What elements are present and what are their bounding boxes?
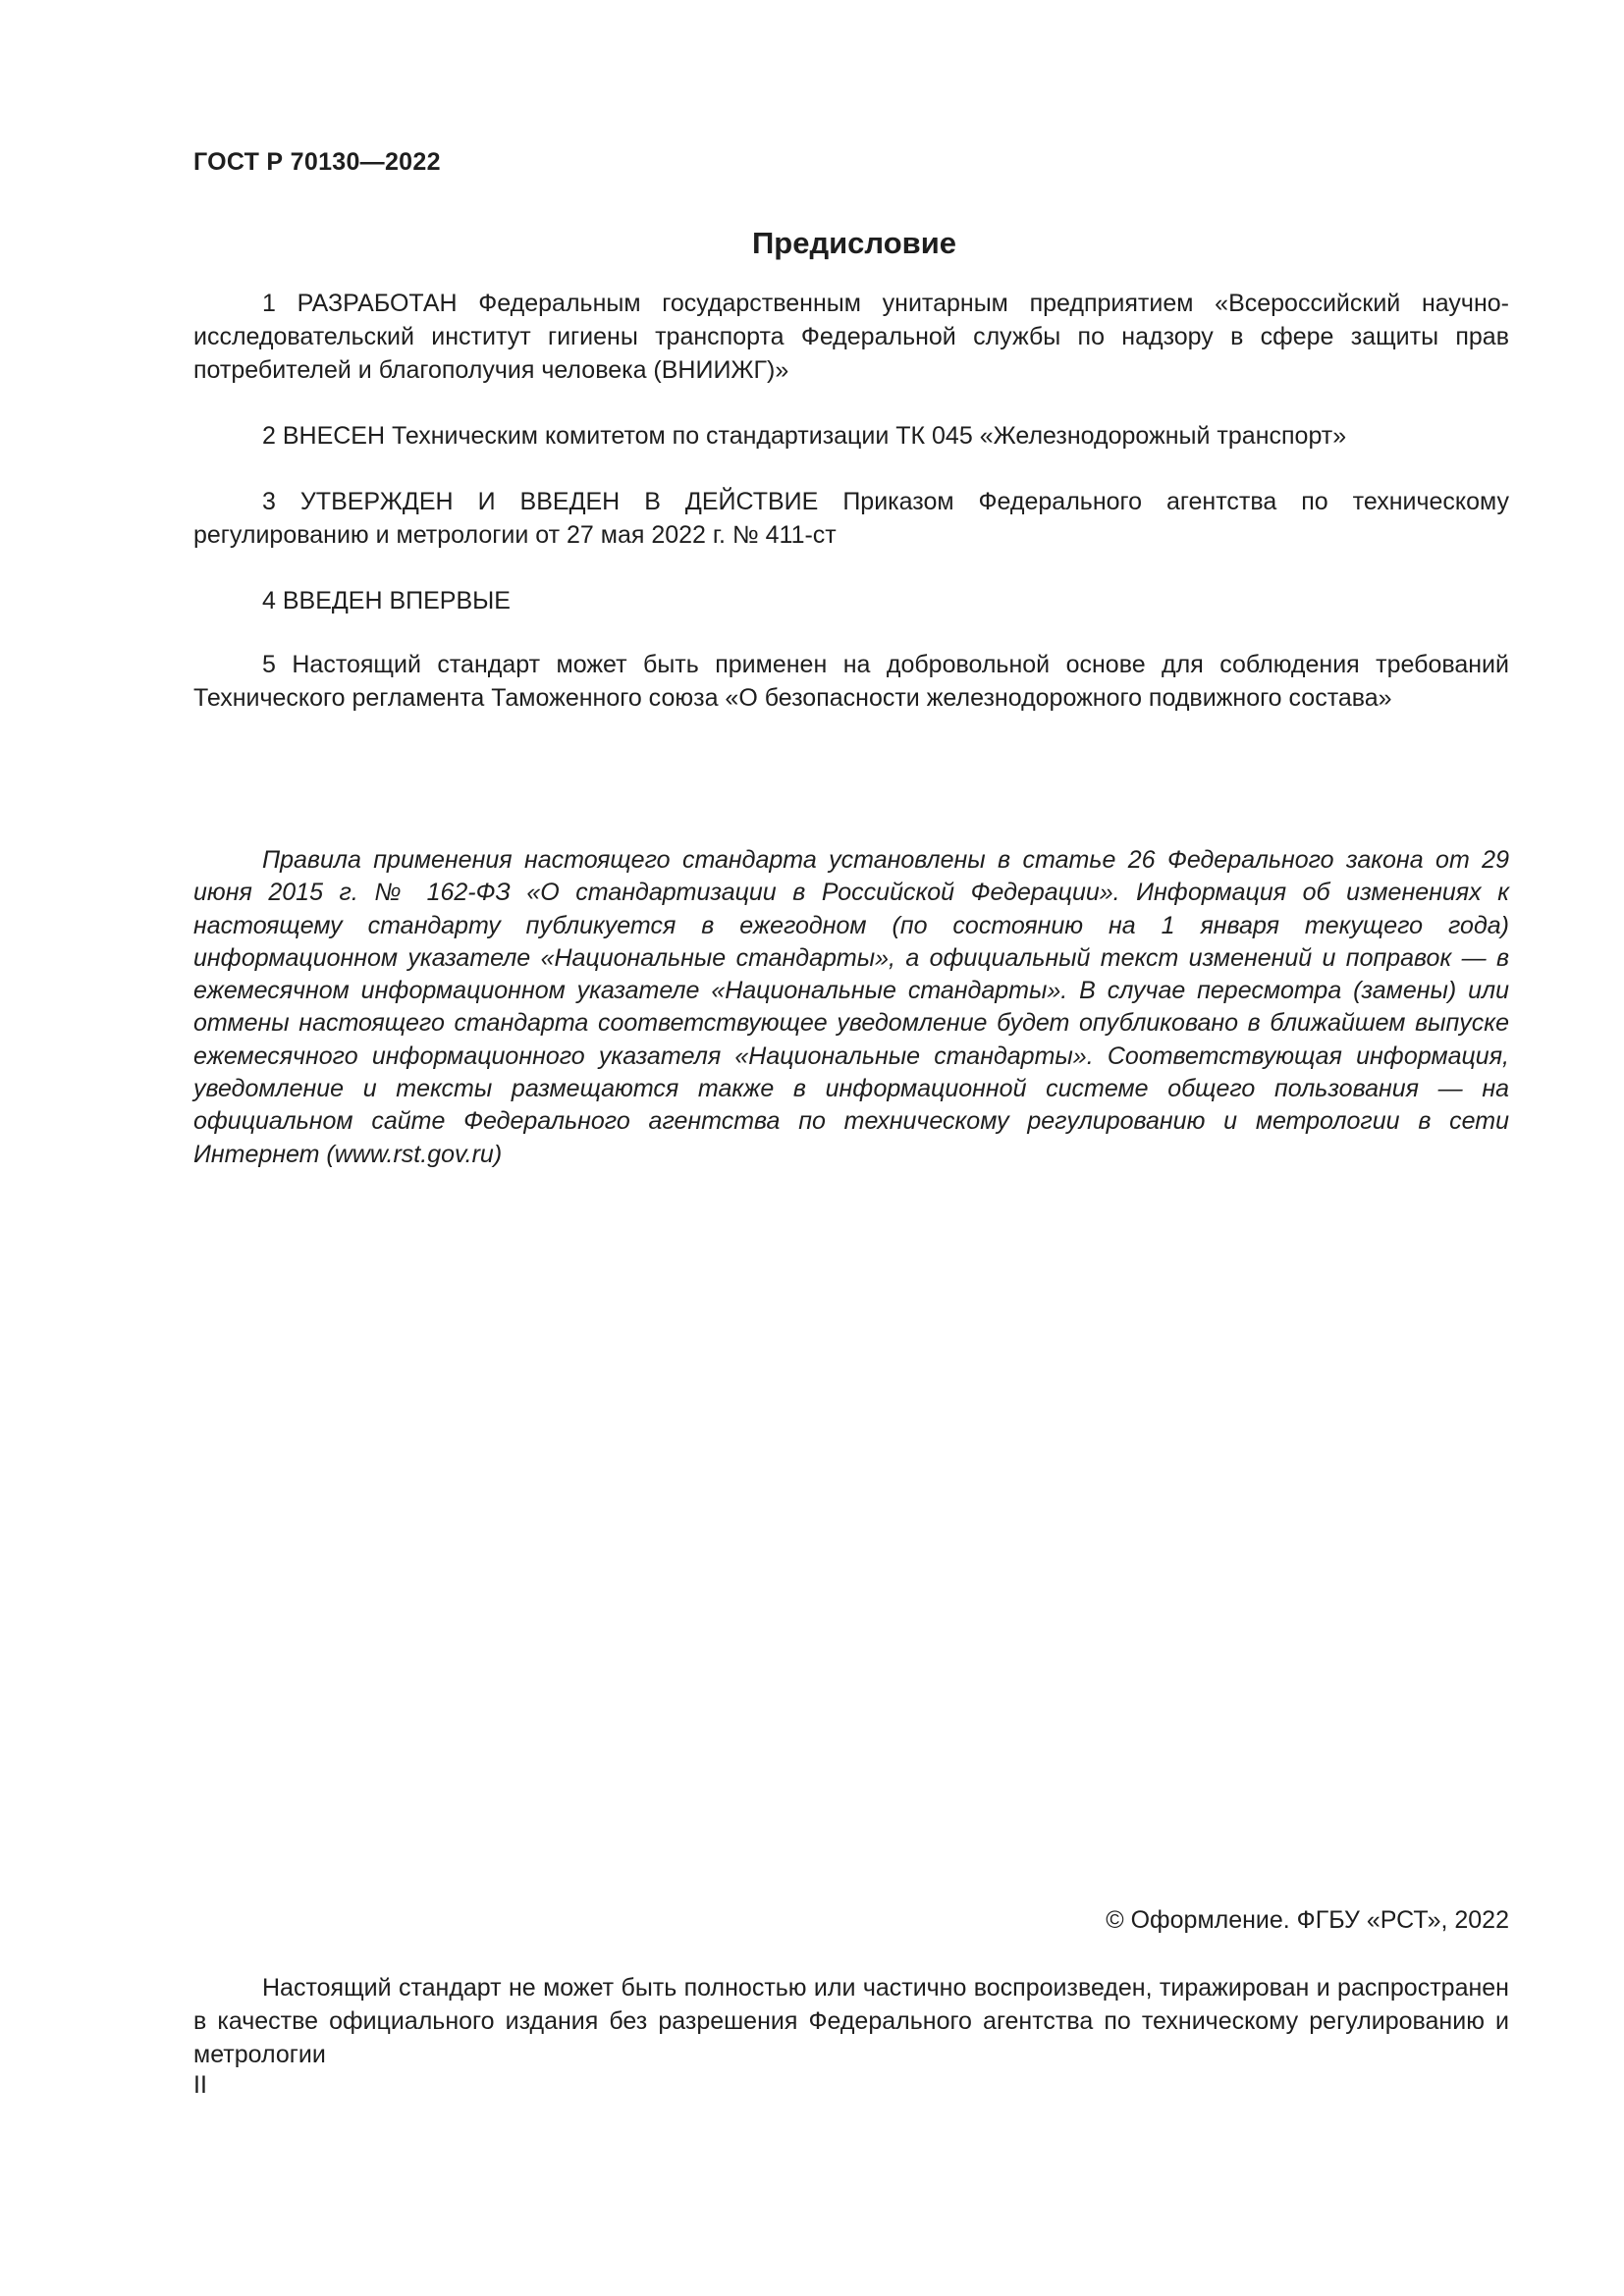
preface-item-1 (193, 287, 1509, 387)
reproduction-rights-text: Настоящий стандарт не может быть полностью или частично воспроизведен, тиражирован и распространен в качестве официального издания без разрешения Федерального агентства по техническому регулированию и метрологии (193, 1974, 1509, 2068)
reproduction-rights-notice (193, 1971, 1509, 2071)
application-notice (193, 844, 1509, 1171)
preface-item-1-text: 1 РАЗРАБОТАН Федеральным государственным унитарным предприятием «Всероссийский научно-исследовательский институт гигиены транспорта Федеральной службы по надзору в сфере защиты прав потребителей и благополучия человека (ВНИИЖГ)» (193, 290, 1509, 384)
preface-title: Предисловие (751, 226, 956, 260)
preface-item-2 (193, 419, 1509, 453)
page-number: II (193, 2071, 207, 2099)
copyright-line: © Оформление. ФГБУ «РСТ», 2022 (1106, 1906, 1509, 1934)
preface-item-3 (193, 485, 1509, 552)
application-notice-text: Правила применения настоящего стандарта установлены в статье 26 Федерального закона от 29 июня 2015 г. № 162-ФЗ «О стандартизации в Российской Федерации». Информация об изменениях к настоящему стандарту публикуется в ежегодном (по состоянию на 1 января текущего года) информационном указателе «Национальные стандарты», а официальный текст изменений и поправок — в ежемесячном информационном указателе «Национальные стандарты». В случае пересмотра (замены) или отмены настоящего стандарта соответствующее уведомление будет опубликовано в ближайшем выпуске ежемесячного информационного указателя «Национальные стандарты». Соответствующая информация, уведомление и тексты размещаются также в информационной системе общего пользования — на официальном сайте Федерального агентства по техническому регулированию и метрологии в сети Интернет (www.rst.gov.ru) (193, 846, 1509, 1168)
preface-item-4-text: 4 ВВЕДЕН ВПЕРВЫЕ (262, 587, 511, 614)
preface-item-2-text: 2 ВНЕСЕН Техническим комитетом по стандартизации ТК 045 «Железнодорожный транспорт» (262, 422, 1347, 450)
preface-item-5-text: 5 Настоящий стандарт может быть применен на добровольной основе для соблюдения требований Технического регламента Таможенного союза «О безопасности железнодорожного подвижного состава» (193, 651, 1509, 712)
preface-item-3-text: 3 УТВЕРЖДЕН И ВВЕДЕН В ДЕЙСТВИЕ Приказом Федерального агентства по техническому регулированию и метрологии от 27 мая 2022 г. № 411-ст (193, 488, 1509, 549)
preface-item-5 (193, 648, 1509, 715)
document-code: ГОСТ Р 70130—2022 (193, 148, 441, 176)
preface-item-4 (193, 584, 1509, 617)
